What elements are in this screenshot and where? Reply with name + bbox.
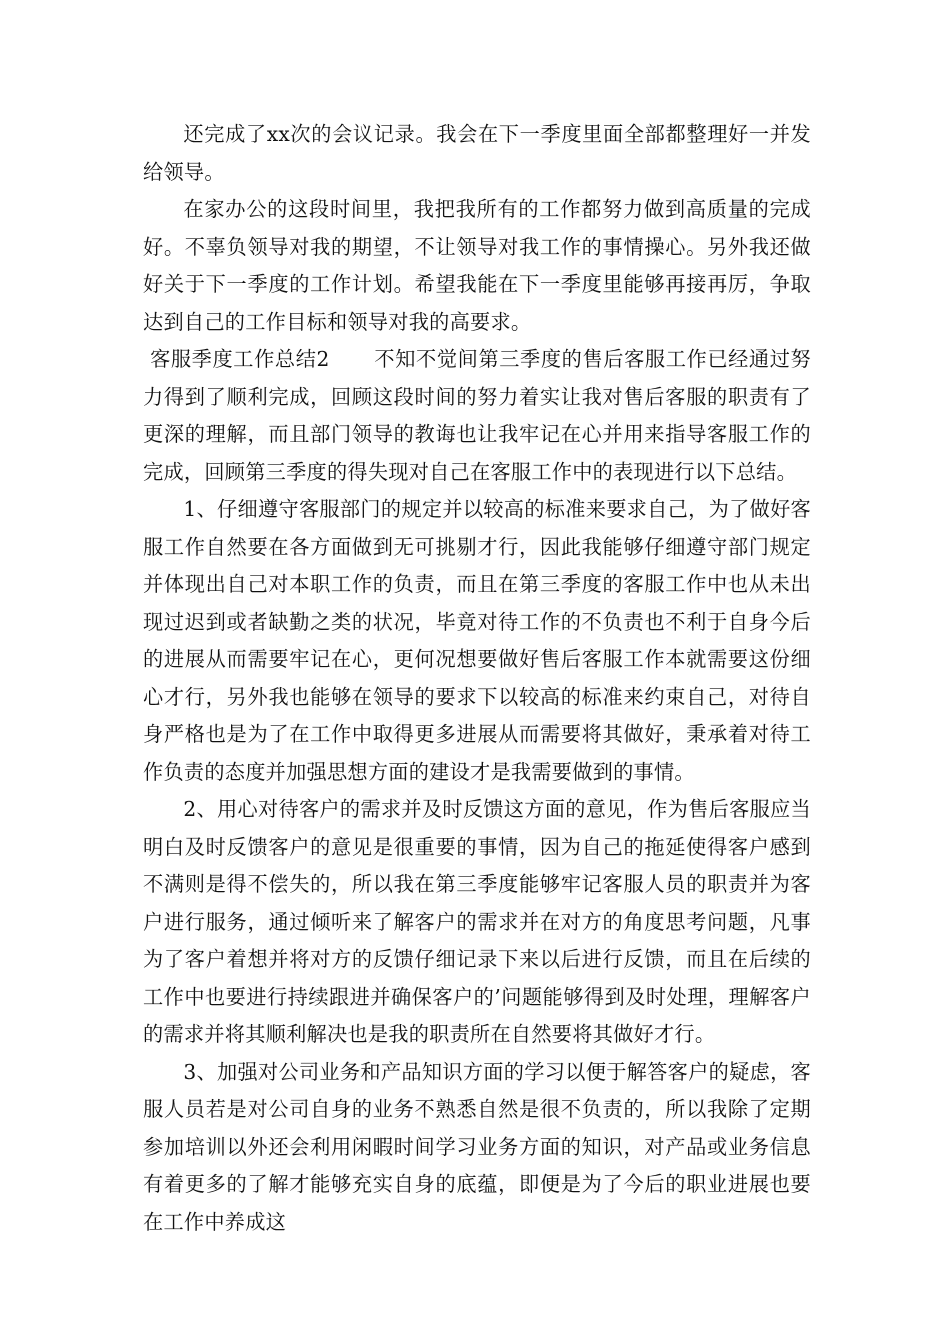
section-title: 客服季度工作总结2: [150, 347, 330, 371]
summary-item-1: 1、仔细遵守客服部门的规定并以较高的标准来要求自己，为了做好客服工作自然要在各方面做到无可挑剔才行，因此我能够仔细遵守部门规定并体现出自己对本职工作的负责，而且在第三季度的客服工作中也从未出现过迟到或者缺勤之类的状况，毕竟对待工作的不负责也不利于自身今后的进展从而需要牢记在心，更何况想要做好售后客服工作本就需要这份细心才行，另外我也能够在领导的要求下以较高的标准来约束自己，对待自身严格也是为了在工作中取得更多进展从而需要将其做好，秉承着对待工作负责的态度并加强思想方面的建设才是我需要做到的事情。: [143, 497, 811, 784]
paragraph-meeting-records: 还完成了xx次的会议记录。我会在下一季度里面全部都整理好一并发给领导。: [143, 122, 811, 184]
summary-item-3: 3、加强对公司业务和产品知识方面的学习以便于解答客户的疑虑，客服人员若是对公司自身的业务不熟悉自然是很不负责的，所以我除了定期参加培训以外还会利用闲暇时间学习业务方面的知识，对产品或业务信息有着更多的了解才能够充实自身的底蕴，即便是为了今后的职业进展也要在工作中养成这: [143, 1059, 811, 1234]
paragraph-work-from-home: 在家办公的这段时间里，我把我所有的工作都努力做到高质量的完成好。不辜负领导对我的期望，不让领导对我工作的事情操心。另外我还做好关于下一季度的工作计划。希望我能在下一季度里能够再接再厉，争取达到自己的工作目标和领导对我的高要求。: [143, 197, 811, 334]
section-intro-paragraph: [143, 341, 811, 491]
summary-item-2: 2、用心对待客户的需求并及时反馈这方面的意见，作为售后客服应当明白及时反馈客户的意见是很重要的事情，因为自己的拖延使得客户感到不满则是得不偿失的，所以我在第三季度能够牢记客服人员的职责并为客户进行服务，通过倾听来了解客户的需求并在对方的角度思考问题，凡事为了客户着想并将对方的反馈仔细记录下来以后进行反馈，而且在后续的工作中也要进行持续跟进并确保客户的’问题能够得到及时处理，理解客户的需求并将其顺利解决也是我的职责所在自然要将其做好才行。: [143, 797, 811, 1046]
document-body: [143, 116, 811, 1241]
section-intro-text: 不知不觉间第三季度的售后客服工作已经通过努力得到了顺利完成，回顾这段时间的努力着实让我对售后客服的职责有了更深的理解，而且部门领导的教诲也让我牢记在心并用来指导客服工作的完成，回顾第三季度的得失现对自己在客服工作中的表现进行以下总结。: [143, 347, 811, 484]
